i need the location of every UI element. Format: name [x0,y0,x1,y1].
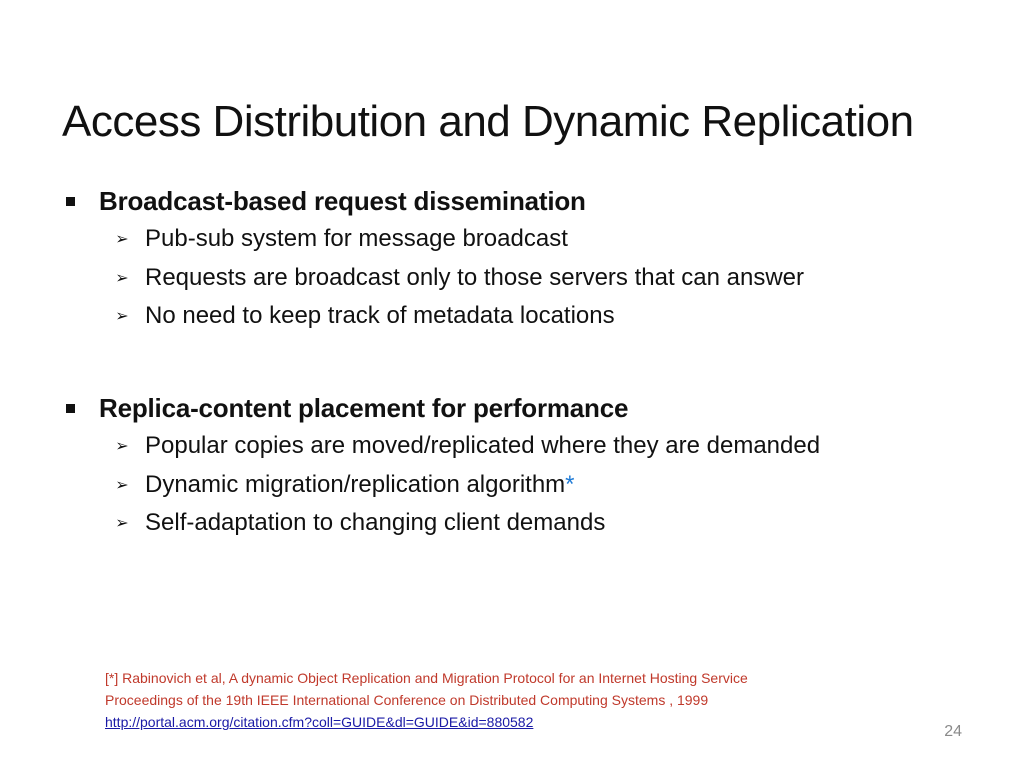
square-bullet-icon [66,404,75,413]
list-item-text: No need to keep track of metadata locations [145,302,615,330]
reference-line-authors: [*] Rabinovich et al, A dynamic Object Replication and Migration Protocol for an Internet Hosting Service [105,670,748,686]
reference-line-proceedings: Proceedings of the 19th IEEE International Conference on Distributed Computing Systems , 1999 [105,692,709,708]
reference-link[interactable]: http://portal.acm.org/citation.cfm?coll=GUIDE&dl=GUIDE&id=880582 [105,714,534,730]
list-item-text: Pub-sub system for message broadcast [145,225,568,253]
section-title: Broadcast-based request dissemination [99,185,586,216]
arrowhead-bullet-icon: ➢ [115,515,129,533]
slide-title: Access Distribution and Dynamic Replication [62,97,914,147]
list-item [110,259,804,298]
reference-footnote [105,667,748,733]
arrowhead-bullet-icon: ➢ [115,231,129,249]
list-item [110,297,804,336]
list-item [110,427,820,466]
list-item [110,504,820,543]
list-item [110,466,820,505]
footnote-mark: * [565,470,575,498]
bullet-list [110,427,820,543]
arrowhead-bullet-icon: ➢ [115,438,129,456]
arrowhead-bullet-icon: ➢ [115,476,129,494]
arrowhead-bullet-icon: ➢ [115,269,129,287]
list-item-text: Dynamic migration/replication algorithm [145,470,566,498]
section-heading [62,391,820,425]
section-replica-placement [62,391,820,543]
page-number: 24 [944,723,962,740]
section-heading [62,184,804,218]
section-broadcast [62,184,804,336]
list-item-text: Popular copies are moved/replicated where they are demanded [145,432,821,460]
list-item [110,220,804,259]
section-title: Replica-content placement for performance [99,392,629,423]
square-bullet-icon [66,197,75,206]
list-item-text: Self-adaptation to changing client demands [145,509,606,537]
bullet-list [110,220,804,336]
list-item-text: Requests are broadcast only to those servers that can answer [145,263,805,291]
arrowhead-bullet-icon: ➢ [115,308,129,326]
